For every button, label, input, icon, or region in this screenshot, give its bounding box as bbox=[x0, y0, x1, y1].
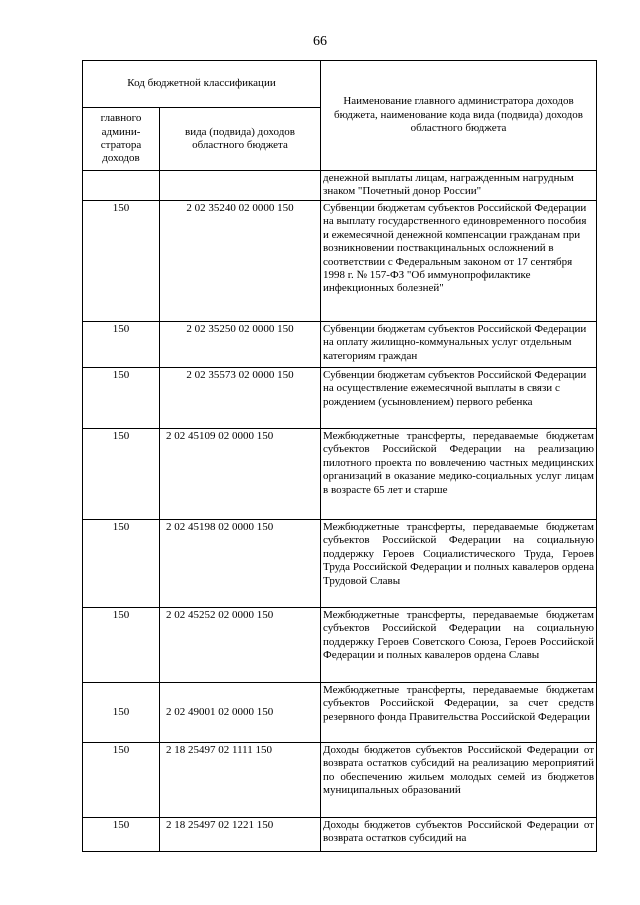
table-row bbox=[83, 683, 597, 743]
admin-code-cell: 150 bbox=[83, 201, 160, 322]
table-row bbox=[83, 322, 597, 368]
income-name-cell: Субвенции бюджетам субъектов Российской Федерации на осуществление ежемесячной выплаты в связи с рождением (усыновлением) первого ребенка bbox=[321, 368, 597, 429]
header-row-1 bbox=[83, 61, 597, 108]
header-col-name: Наименование главного администратора доходов бюджета, наименование кода вида (подвида) доходов областного бюджета bbox=[321, 61, 597, 171]
income-name-cell: Субвенции бюджетам субъектов Российской Федерации на выплату государственного единовременного пособия и ежемесячной денежной компенсации гражданам при возникновении поствакцинальных осложнений в соответствии с Федеральным законом от 17 сентября 1998 г. № 157-ФЗ "Об иммунопрофилактике инфекционных болезней" bbox=[321, 201, 597, 322]
income-code-cell: 2 18 25497 02 1111 150 bbox=[160, 743, 321, 818]
table-row bbox=[83, 818, 597, 852]
income-code-cell bbox=[160, 171, 321, 201]
income-code-cell: 2 02 49001 02 0000 150 bbox=[160, 683, 321, 743]
income-code-cell: 2 02 35250 02 0000 150 bbox=[160, 322, 321, 368]
income-name-cell: Межбюджетные трансферты, передаваемые бюджетам субъектов Российской Федерации на социальную поддержку Героев Социалистического Труда, Героев Труда Российской Федерации и полных кавалеров ордена Трудовой Славы bbox=[321, 520, 597, 608]
income-name-cell: Межбюджетные трансферты, передаваемые бюджетам субъектов Российской Федерации на социальную поддержку Героев Советского Союза, Героев Российской Федерации и полных кавалеров ордена Славы bbox=[321, 608, 597, 683]
table-row bbox=[83, 520, 597, 608]
income-name-cell: Межбюджетные трансферты, передаваемые бюджетам субъектов Российской Федерации, за счет средств резервного фонда Правительства Российской Федерации bbox=[321, 683, 597, 743]
admin-code-cell: 150 bbox=[83, 683, 160, 743]
page-number: 66 bbox=[313, 34, 327, 49]
admin-code-cell bbox=[83, 171, 160, 201]
income-code-cell: 2 02 45252 02 0000 150 bbox=[160, 608, 321, 683]
income-code-cell: 2 02 35573 02 0000 150 bbox=[160, 368, 321, 429]
header-col-admin: главного админи-стратора доходов bbox=[83, 108, 160, 171]
table-row bbox=[83, 743, 597, 818]
income-code-cell: 2 02 35240 02 0000 150 bbox=[160, 201, 321, 322]
income-name-cell: Межбюджетные трансферты, передаваемые бюджетам субъектов Российской Федерации на реализацию пилотного проекта по вовлечению частных медицинских организаций в оказание медико-социальных услуг лицам в возрасте 65 лет и старше bbox=[321, 429, 597, 520]
budget-classification-table bbox=[82, 60, 597, 852]
income-name-cell: денежной выплаты лицам, награжденным нагрудным знаком "Почетный донор России" bbox=[321, 171, 597, 201]
income-name-cell: Субвенции бюджетам субъектов Российской Федерации на оплату жилищно-коммунальных услуг отдельным категориям граждан bbox=[321, 322, 597, 368]
admin-code-cell: 150 bbox=[83, 520, 160, 608]
table-row bbox=[83, 368, 597, 429]
income-code-cell: 2 18 25497 02 1221 150 bbox=[160, 818, 321, 852]
admin-code-cell: 150 bbox=[83, 429, 160, 520]
income-name-cell: Доходы бюджетов субъектов Российской Федерации от возврата остатков субсидий на bbox=[321, 818, 597, 852]
admin-code-cell: 150 bbox=[83, 368, 160, 429]
admin-code-cell: 150 bbox=[83, 818, 160, 852]
income-code-cell: 2 02 45109 02 0000 150 bbox=[160, 429, 321, 520]
admin-code-cell: 150 bbox=[83, 608, 160, 683]
income-name-cell: Доходы бюджетов субъектов Российской Федерации от возврата остатков субсидий на реализацию мероприятий по обеспечению жильем молодых семей из бюджетов муниципальных образований bbox=[321, 743, 597, 818]
header-group-title: Код бюджетной классификации bbox=[83, 61, 321, 108]
admin-code-cell: 150 bbox=[83, 743, 160, 818]
table-row bbox=[83, 201, 597, 322]
header-col-code: вида (подвида) доходов областного бюджета bbox=[160, 108, 321, 171]
table-row bbox=[83, 608, 597, 683]
table-row bbox=[83, 429, 597, 520]
admin-code-cell: 150 bbox=[83, 322, 160, 368]
table-row bbox=[83, 171, 597, 201]
income-code-cell: 2 02 45198 02 0000 150 bbox=[160, 520, 321, 608]
